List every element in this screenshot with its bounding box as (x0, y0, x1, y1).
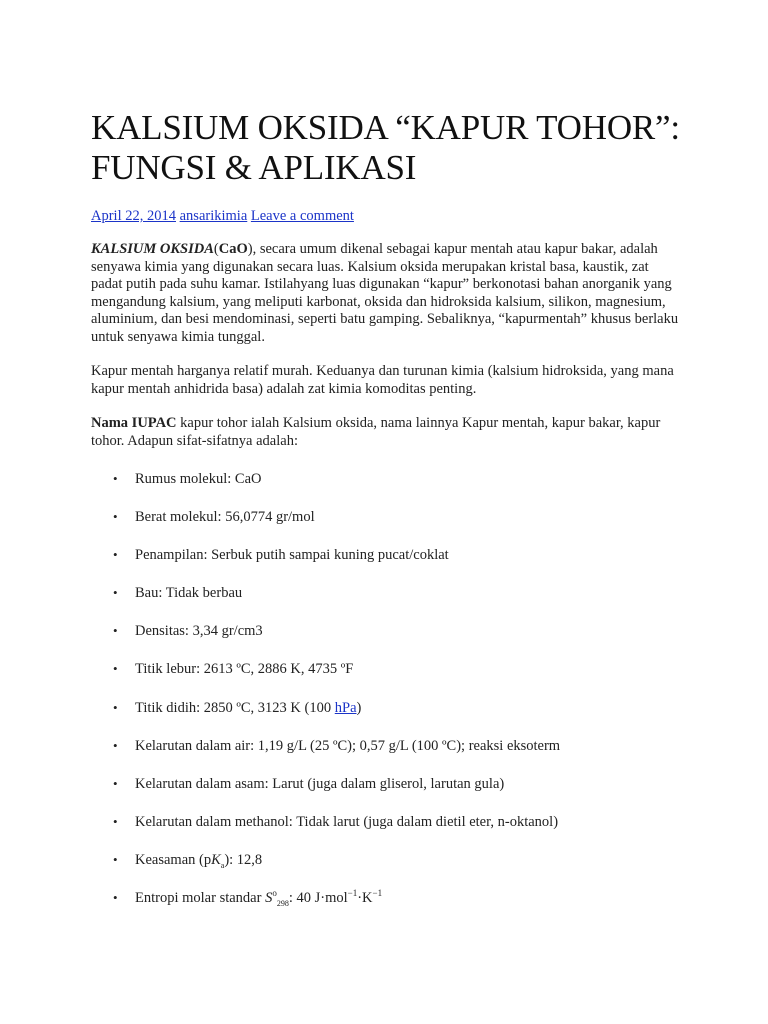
iupac-text: kapur tohor ialah Kalsium oksida, nama lainnya Kapur mentah, kapur bakar, kapur tohor. Adapun sifat-sifatnya adalah: (91, 415, 661, 449)
list-item: • Kelarutan dalam methanol: Tidak larut (juga dalam dietil eter, n-oktanol) (113, 813, 559, 830)
list-item: • Berat molekul: 56,0774 gr/mol (113, 509, 315, 526)
iupac-paragraph (91, 415, 681, 450)
post-date-link[interactable]: April 22, 2014 (91, 208, 176, 224)
post-meta (91, 207, 681, 225)
list-item: • Kelarutan dalam air: 1,19 g/L (25 ºC); 0,57 g/L (100 ºC); reaksi eksoterm (113, 737, 561, 754)
list-item: • Bau: Tidak berbau (113, 585, 243, 602)
bullet-icon: • (113, 851, 118, 867)
intro-text: ), secara umum dikenal sebagai kapur mentah atau kapur bakar, adalah senyawa kimia yang digunakan secara luas. Kalsium oksida merupakan kristal basa, kaustik, zat padat putih pada suhu kamar. Istilahyang luas digunakan “kapur” berkonotasi bahan anorganik yang mengandung kalsium, yang meliputi karbonat, oksida dan hidroksida kalsium, silikon, magnesium, aluminium, dan besi mendominasi, seperti batu gamping. Sebaliknya, “kapurmentah” khusus berlaku untuk senyawa kimia tunggal. (91, 241, 679, 345)
bullet-icon: • (113, 585, 118, 601)
list-item: • Titik didih: 2850 ºC, 3123 K (100 hPa) (113, 699, 362, 716)
list-item: • Densitas: 3,34 gr/cm3 (113, 623, 263, 640)
bullet-icon: • (113, 775, 118, 791)
bullet-icon: • (113, 471, 118, 486)
intro-paragraph: KALSIUM OKSIDA(CaO), secara umum dikenal sebagai kapur mentah atau kapur bakar, adalah senyawa kimia yang digunakan secara luas. Kalsium oksida merupakan kristal basa, kaustik, zat padat putih pada suhu kamar. Istilahyang luas digunakan “kapur” berkonotasi bahan anorganik yang mengandung kalsium, yang meliputi karbonat, oksida dan hidroksida kalsium, silikon, magnesium, aluminium, dan besi mendominasi, seperti batu gamping. Sebaliknya, “kapurmentah” khusus berlaku untuk senyawa kimia tunggal. (91, 241, 679, 345)
list-item: • Penampilan: Serbuk putih sampai kuning pucat/coklat (113, 547, 449, 564)
hpa-link[interactable]: hPa (334, 699, 357, 716)
bullet-icon: • (113, 547, 118, 563)
title-line-2: FUNGSI & APLIKASI (91, 148, 417, 187)
list-item: • Rumus molekul: CaO (113, 471, 262, 487)
iupac-label: Nama IUPAC (91, 415, 177, 431)
list-item: • Entropi molar standar $S^o_{298}$: 40 $J\cdot mol^{-1}\cdot K^{-1}$ (113, 888, 383, 908)
bullet-icon: • (113, 509, 118, 525)
article (91, 108, 681, 927)
price-paragraph: Kapur mentah harganya relatif murah. Keduanya dan turunan kimia (kalsium hidroksida, yang mana kapur mentah anhidrida basa) adalah zat kimia komoditas penting. (91, 363, 674, 397)
bullet-icon: • (113, 737, 118, 753)
article-title (91, 108, 681, 188)
title-line-1: KALSIUM OKSIDA “KAPUR TOHOR”: (91, 108, 680, 147)
list-item: • Kelarutan dalam asam: Larut (juga dalam gliserol, larutan gula) (113, 775, 505, 792)
bullet-icon: • (113, 699, 118, 715)
lead-term: KALSIUM OKSIDA (91, 241, 214, 257)
author-link[interactable]: ansarikimia (179, 208, 248, 224)
bullet-icon: • (113, 623, 118, 639)
list-item: • Keasaman $(pK_a)$: 12,8 (113, 851, 263, 870)
properties-list (91, 470, 681, 907)
list-item: • Titik lebur: 2613 ºC, 2886 K, 4735 ºF (113, 661, 354, 678)
bullet-icon: • (113, 890, 118, 906)
lead-formula: CaO (218, 241, 248, 257)
bullet-icon: • (113, 661, 118, 677)
bullet-icon: • (113, 813, 118, 829)
leave-comment-link[interactable]: Leave a comment (250, 208, 354, 224)
